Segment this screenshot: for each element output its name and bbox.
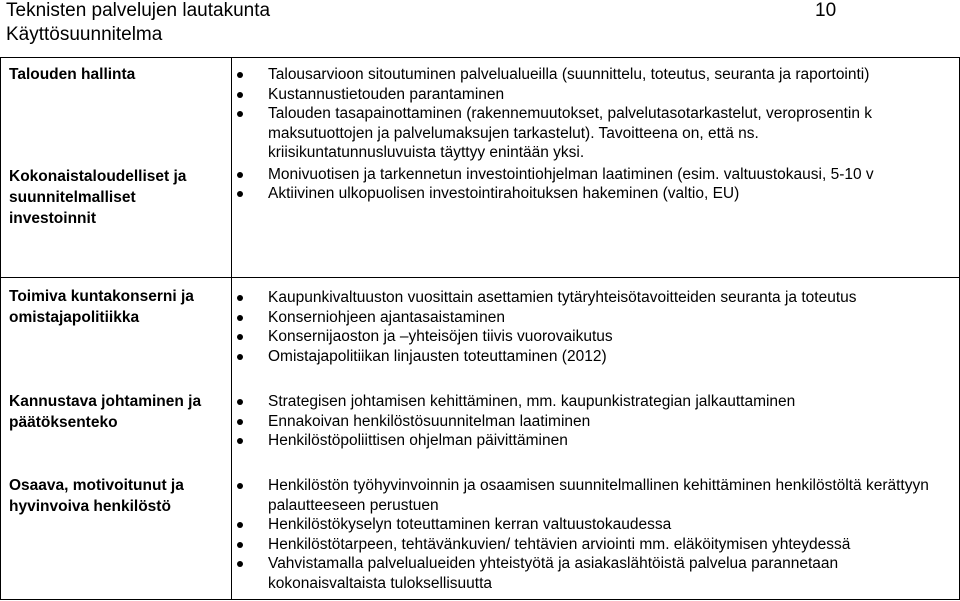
bullet-icon: [237, 172, 243, 178]
column-divider: [231, 58, 232, 599]
bullet-icon: [237, 92, 243, 98]
row2-items-konserni: [233, 288, 959, 366]
bullet-icon: [237, 542, 243, 548]
list-item: Kustannustietouden parantaminen: [233, 85, 959, 105]
bullet-icon: [237, 419, 243, 425]
list-item: Talousarvioon sitoutuminen palvelualueilla (suunnittelu, toteutus, seuranta ja raportointi): [233, 65, 959, 85]
bullet-list: [233, 65, 959, 204]
row2-items-johtaminen: [233, 392, 959, 451]
bullet-icon: [237, 191, 243, 197]
bullet-list: [233, 476, 933, 593]
bullet-list: [233, 392, 959, 451]
bullet-icon: [237, 561, 243, 567]
list-item-continuation: kriisikuntatunnusluvuista täyttyy enintään yksi.: [268, 144, 585, 161]
list-item: Omistajapolitiikan linjausten toteuttaminen (2012): [233, 347, 959, 367]
bullet-icon: [237, 522, 243, 528]
bullet-icon: [237, 72, 243, 78]
list-item: Henkilöstötarpeen, tehtävänkuvien/ tehtävien arviointi mm. eläköitymisen yhteydessä: [233, 535, 933, 555]
list-item: Strategisen johtamisen kehittäminen, mm. kaupunkistrategian jalkauttaminen: [233, 392, 959, 412]
row1-items: [233, 65, 959, 204]
list-item-continuation: maksutuottojen ja palvelumaksujen tarkastelut). Tavoitteena on, että ns.: [268, 124, 759, 142]
list-item: Konsernijaoston ja –yhteisöjen tiivis vuorovaikutus: [233, 327, 959, 347]
bullet-icon: [237, 334, 243, 340]
list-item: Aktiivinen ulkopuolisen investointirahoituksen hakeminen (valtio, EU): [233, 184, 959, 204]
bullet-list: [233, 288, 959, 366]
list-item: Ennakoivan henkilöstösuunnitelman laatiminen: [233, 412, 959, 432]
goals-table: [0, 57, 960, 600]
page-number: 10: [815, 0, 837, 21]
bullet-icon: [237, 354, 243, 360]
bullet-icon: [237, 315, 243, 321]
bullet-icon: [237, 438, 243, 444]
list-item: Henkilöstökyselyn toteuttaminen kerran valtuustokaudessa: [233, 515, 933, 535]
list-item: Konserniohjeen ajantasaistaminen: [233, 308, 959, 328]
bullet-icon: [237, 483, 243, 489]
list-item: Talouden tasapainottaminen (rakennemuutokset, palvelutasotarkastelut, veroprosentin k: [233, 104, 959, 124]
list-item: Kaupunkivaltuuston vuosittain asettamien tytäryhteisötavoitteiden seuranta ja toteutus: [233, 288, 959, 308]
label-toimiva-kuntakonserni: Toimiva kuntakonserni ja omistajapolitiikka: [9, 288, 194, 326]
bullet-icon: [237, 295, 243, 301]
list-item: Vahvistamalla palvelualueiden yhteistyötä ja asiakaslähtöistä palvelua parannetaan kokonaisvaltaista tuloksellisuutta: [233, 554, 933, 593]
label-kannustava-johtaminen: Kannustava johtaminen ja päätöksenteko: [9, 393, 202, 431]
label-talouden-hallinta: Talouden hallinta: [9, 66, 136, 83]
row2-items-henkilosto: [233, 476, 933, 593]
list-item: Henkilöstöpoliittisen ohjelman päivittäminen: [233, 431, 959, 451]
row-divider: [1, 277, 959, 278]
bullet-icon: [237, 111, 243, 117]
bullet-icon: [237, 399, 243, 405]
list-item: Henkilöstön työhyvinvoinnin ja osaamisen suunnitelmallinen kehittäminen henkilöstöltä kerättyyn palautteeseen perustuen: [233, 476, 933, 515]
label-kokonaistaloudelliset-investoinnit: Kokonaistaloudelliset ja suunnitelmalliset investoinnit: [9, 168, 187, 227]
label-osaava-henkilosto: Osaava, motivoitunut ja hyvinvoiva henkilöstö: [9, 477, 184, 515]
document-subtitle: Käyttösuunnitelma: [6, 24, 163, 45]
document-title: Teknisten palvelujen lautakunta: [6, 0, 271, 21]
list-item: Monivuotisen ja tarkennetun investointiohjelman laatiminen (esim. valtuustokausi, 5-10 v: [233, 165, 959, 185]
